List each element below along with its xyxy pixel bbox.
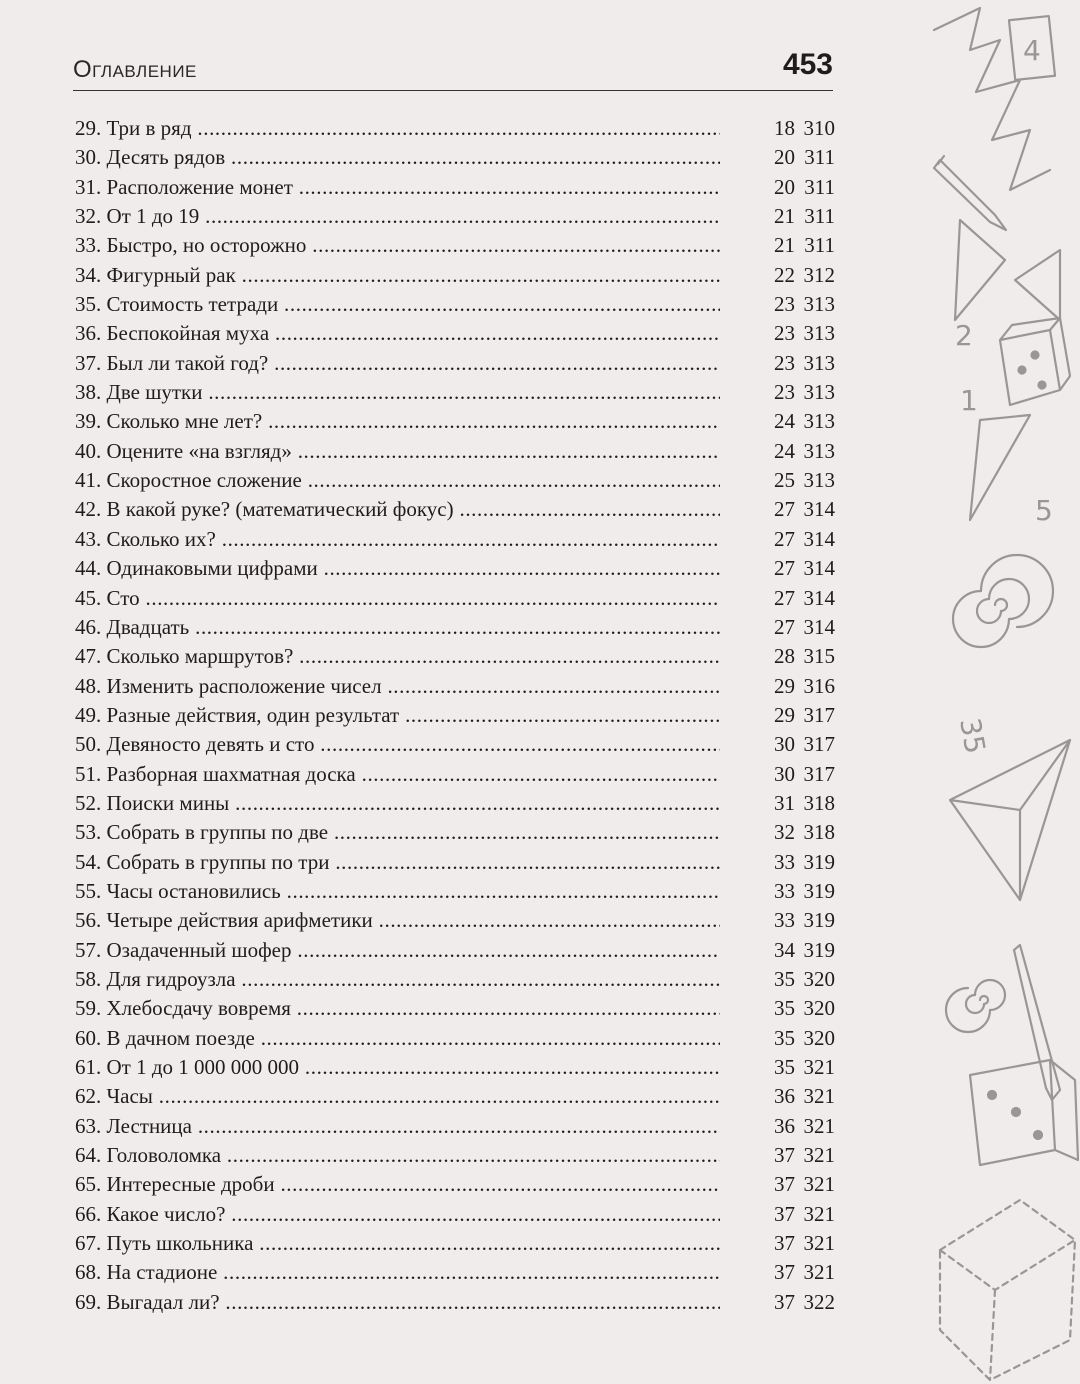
- toc-entry-title: 31. Расположение монет .....: [75, 173, 720, 202]
- toc-task-page: 27: [774, 614, 795, 639]
- toc-answer-page: 320: [803, 1025, 835, 1050]
- toc-task-page: 27: [774, 556, 795, 581]
- toc-row: [75, 760, 835, 789]
- toc-row: [75, 378, 835, 407]
- toc-task-page: 35: [774, 1055, 795, 1079]
- toc-entry-title: 53. Собрать в группы по две .....: [75, 818, 720, 847]
- toc-entry-title: 63. Лестница .....: [75, 1112, 720, 1141]
- dice-doodle-2: [970, 1060, 1078, 1165]
- page-number: 453: [782, 48, 833, 81]
- toc-entry-title: 45. Сто .....: [75, 584, 720, 613]
- toc-answer-page: 311: [804, 204, 835, 229]
- toc-entry-title: 48. Изменить расположение чисел .....: [75, 672, 720, 701]
- toc-row: [75, 936, 835, 965]
- toc-answer-page: 310: [803, 116, 835, 140]
- toc-entry-title: 57. Озадаченный шофер .....: [75, 936, 720, 965]
- toc-row: [75, 789, 835, 818]
- toc-row: [75, 495, 835, 524]
- toc-answer-page: 322: [803, 1289, 835, 1314]
- toc-row: [75, 906, 835, 935]
- toc-row: [75, 173, 835, 202]
- toc-task-page: 30: [774, 732, 795, 757]
- toc-answer-page: 318: [803, 820, 835, 845]
- toc-task-page: 24: [774, 438, 795, 463]
- toc-row: [75, 231, 835, 260]
- toc-task-page: 37: [774, 1231, 795, 1256]
- toc-row: [75, 1082, 835, 1111]
- toc-entry-title: 37. Был ли такой год? .....: [75, 349, 720, 378]
- toc-task-page: 30: [774, 761, 795, 786]
- toc-answer-page: 313: [803, 350, 835, 375]
- toc-entry-title: 50. Девяносто девять и сто .....: [75, 730, 720, 759]
- digit-doodle-1: 1: [960, 384, 978, 417]
- toc-answer-page: 313: [803, 409, 835, 434]
- toc-task-page: 28: [774, 644, 795, 669]
- toc-row: [75, 143, 835, 172]
- toc-task-page: 33: [774, 849, 795, 874]
- toc-row: [75, 994, 835, 1023]
- pencil-doodle: [934, 156, 1006, 230]
- toc-row: [75, 1024, 835, 1053]
- toc-row: [75, 202, 835, 231]
- toc-entry-title: 47. Сколько маршрутов? .....: [75, 642, 720, 671]
- toc-answer-page: 311: [804, 145, 835, 170]
- toc-entry-title: 61. От 1 до 1 000 000 000 .....: [75, 1053, 720, 1082]
- toc-task-page: 24: [774, 409, 795, 434]
- toc-row: [75, 818, 835, 847]
- toc-row: [75, 1288, 835, 1317]
- toc-row: [75, 1053, 835, 1082]
- toc-answer-page: 313: [803, 380, 835, 405]
- toc-entry-title: 41. Скоростное сложение .....: [75, 466, 720, 495]
- toc-answer-page: 317: [803, 702, 835, 727]
- toc-task-page: 37: [774, 1289, 795, 1314]
- toc-entry-title: 39. Сколько мне лет? .....: [75, 407, 720, 436]
- toc-answer-page: 319: [803, 849, 835, 874]
- toc-answer-page: 321: [803, 1055, 835, 1079]
- toc-row: [75, 877, 835, 906]
- pyramid-doodle: [950, 740, 1070, 900]
- toc-task-page: 21: [774, 233, 795, 258]
- toc-task-page: 18: [774, 116, 795, 140]
- toc-task-page: 34: [774, 937, 795, 962]
- toc-answer-page: 320: [803, 966, 835, 991]
- toc-task-page: 22: [774, 262, 795, 287]
- dice-doodle: [1000, 318, 1070, 405]
- toc-row: [75, 1141, 835, 1170]
- toc-task-page: 29: [774, 673, 795, 698]
- toc-entry-title: 33. Быстро, но осторожно .....: [75, 231, 720, 260]
- triangle-ruler-doodle: [955, 220, 1060, 320]
- toc-row: [75, 114, 835, 143]
- toc-task-page: 27: [774, 585, 795, 610]
- toc-entry-title: 54. Собрать в группы по три .....: [75, 848, 720, 877]
- toc-entry-title: 44. Одинаковыми цифрами .....: [75, 554, 720, 583]
- toc-entry-title: 49. Разные действия, один результат .....: [75, 701, 720, 730]
- toc-answer-page: 313: [803, 468, 835, 493]
- digit-doodle-5: 5: [1035, 494, 1053, 527]
- toc-row: [75, 525, 835, 554]
- toc-answer-page: 321: [803, 1143, 835, 1168]
- toc-answer-page: 317: [803, 761, 835, 786]
- toc-task-page: 23: [774, 292, 795, 317]
- toc-task-page: 27: [774, 526, 795, 551]
- toc-task-page: 23: [774, 380, 795, 405]
- toc-answer-page: 311: [804, 174, 835, 199]
- toc-task-page: 32: [774, 820, 795, 845]
- toc-row: [75, 1200, 835, 1229]
- toc-row: [75, 642, 835, 671]
- toc-entry-title: 51. Разборная шахматная доска .....: [75, 760, 720, 789]
- toc-entry-title: 69. Выгадал ли? .....: [75, 1288, 720, 1317]
- toc-row: [75, 1112, 835, 1141]
- toc-entry-title: 42. В какой руке? (математический фокус) .....: [75, 495, 720, 524]
- toc-answer-page: 321: [803, 1084, 835, 1109]
- toc-entry-title: 30. Десять рядов .....: [75, 143, 720, 172]
- toc-answer-page: 321: [803, 1113, 835, 1138]
- math-doodle-border: [920, 0, 1080, 1384]
- toc-entry-title: 60. В дачном поезде .....: [75, 1024, 720, 1053]
- toc-answer-page: 315: [803, 644, 835, 669]
- toc-task-page: 37: [774, 1260, 795, 1285]
- toc-entry-title: 46. Двадцать .....: [75, 613, 720, 642]
- toc-answer-page: 319: [803, 878, 835, 903]
- toc-row: [75, 261, 835, 290]
- toc-entry-title: 36. Беспокойная муха .....: [75, 319, 720, 348]
- toc-task-page: 35: [774, 1025, 795, 1050]
- toc-answer-page: 316: [803, 673, 835, 698]
- toc-answer-page: 314: [803, 497, 835, 522]
- toc-answer-page: 321: [803, 1201, 835, 1226]
- toc-entry-title: 56. Четыре действия арифметики .....: [75, 906, 720, 935]
- toc-entry-title: 34. Фигурный рак .....: [75, 261, 720, 290]
- toc-answer-page: 314: [803, 526, 835, 551]
- toc-answer-page: 312: [803, 262, 835, 287]
- toc-entry-title: 62. Часы .....: [75, 1082, 720, 1111]
- toc-task-page: 36: [774, 1084, 795, 1109]
- small-spiral-doodle: [946, 980, 1005, 1032]
- toc-entry-title: 64. Головоломка .....: [75, 1141, 720, 1170]
- toc-task-page: 20: [774, 145, 795, 170]
- digit-doodle-2: 2: [955, 319, 973, 352]
- toc-task-page: 37: [774, 1201, 795, 1226]
- toc-entry-title: 43. Сколько их? .....: [75, 525, 720, 554]
- toc-answer-page: 314: [803, 556, 835, 581]
- toc-row: [75, 290, 835, 319]
- running-title: Оглавление: [73, 56, 197, 83]
- toc-task-page: 25: [774, 468, 795, 493]
- toc-answer-page: 320: [803, 996, 835, 1021]
- toc-task-page: 21: [774, 204, 795, 229]
- toc-task-page: 31: [774, 790, 795, 815]
- toc-task-page: 35: [774, 996, 795, 1021]
- toc-row: [75, 554, 835, 583]
- toc-entry-title: 59. Хлебосдачу вовремя .....: [75, 994, 720, 1023]
- pencil-doodle-2: [1014, 945, 1060, 1100]
- toc-task-page: 37: [774, 1172, 795, 1197]
- toc-entry-title: 35. Стоимость тетради .....: [75, 290, 720, 319]
- toc-task-page: 35: [774, 966, 795, 991]
- toc-row: [75, 730, 835, 759]
- toc-row: [75, 319, 835, 348]
- toc-row: [75, 466, 835, 495]
- toc-row: [75, 965, 835, 994]
- toc-row: [75, 437, 835, 466]
- toc-task-page: 20: [774, 174, 795, 199]
- toc-entry-title: 58. Для гидроузла .....: [75, 965, 720, 994]
- toc-answer-page: 313: [803, 438, 835, 463]
- header-rule: [73, 90, 833, 91]
- toc-answer-page: 318: [803, 790, 835, 815]
- toc-entry-title: 38. Две шутки .....: [75, 378, 720, 407]
- toc-entry-title: 68. На стадионе .....: [75, 1258, 720, 1287]
- toc-answer-page: 319: [803, 937, 835, 962]
- toc-task-page: 33: [774, 908, 795, 933]
- toc-task-page: 33: [774, 878, 795, 903]
- cube-doodle: [940, 1200, 1075, 1380]
- toc-task-page: 29: [774, 702, 795, 727]
- toc-row: [75, 1258, 835, 1287]
- toc-task-page: 36: [774, 1113, 795, 1138]
- toc-entry-title: 52. Поиски мины .....: [75, 789, 720, 818]
- toc-entry-title: 29. Три в ряд .....: [75, 114, 720, 143]
- toc-answer-page: 317: [803, 732, 835, 757]
- toc-row: [75, 701, 835, 730]
- toc-row: [75, 613, 835, 642]
- toc-entry-title: 55. Часы остановились .....: [75, 877, 720, 906]
- toc-entry-title: 32. От 1 до 19 .....: [75, 202, 720, 231]
- toc-answer-page: 314: [803, 614, 835, 639]
- toc-answer-page: 311: [804, 233, 835, 258]
- page-header: [73, 48, 833, 88]
- toc-entry-title: 40. Оцените «на взгляд» .....: [75, 437, 720, 466]
- toc-row: [75, 407, 835, 436]
- toc-answer-page: 313: [803, 292, 835, 317]
- table-of-contents: [75, 114, 835, 1317]
- toc-answer-page: 313: [803, 321, 835, 346]
- toc-row: [75, 1170, 835, 1199]
- spiral-doodle: [953, 555, 1053, 647]
- toc-entry-title: 67. Путь школьника .....: [75, 1229, 720, 1258]
- toc-entry-title: 65. Интересные дроби .....: [75, 1170, 720, 1199]
- toc-answer-page: 321: [803, 1231, 835, 1256]
- toc-answer-page: 314: [803, 585, 835, 610]
- toc-row: [75, 848, 835, 877]
- toc-task-page: 37: [774, 1143, 795, 1168]
- triangle-doodle: [970, 415, 1030, 520]
- toc-answer-page: 321: [803, 1172, 835, 1197]
- toc-task-page: 23: [774, 321, 795, 346]
- toc-task-page: 23: [774, 350, 795, 375]
- digit-doodle-35: 35: [953, 715, 992, 757]
- toc-task-page: 27: [774, 497, 795, 522]
- digit-doodle-4: 4: [1023, 34, 1041, 67]
- toc-answer-page: 319: [803, 908, 835, 933]
- toc-row: [75, 672, 835, 701]
- toc-row: [75, 584, 835, 613]
- toc-row: [75, 349, 835, 378]
- toc-answer-page: 321: [803, 1260, 835, 1285]
- toc-row: [75, 1229, 835, 1258]
- toc-entry-title: 66. Какое число? .....: [75, 1200, 720, 1229]
